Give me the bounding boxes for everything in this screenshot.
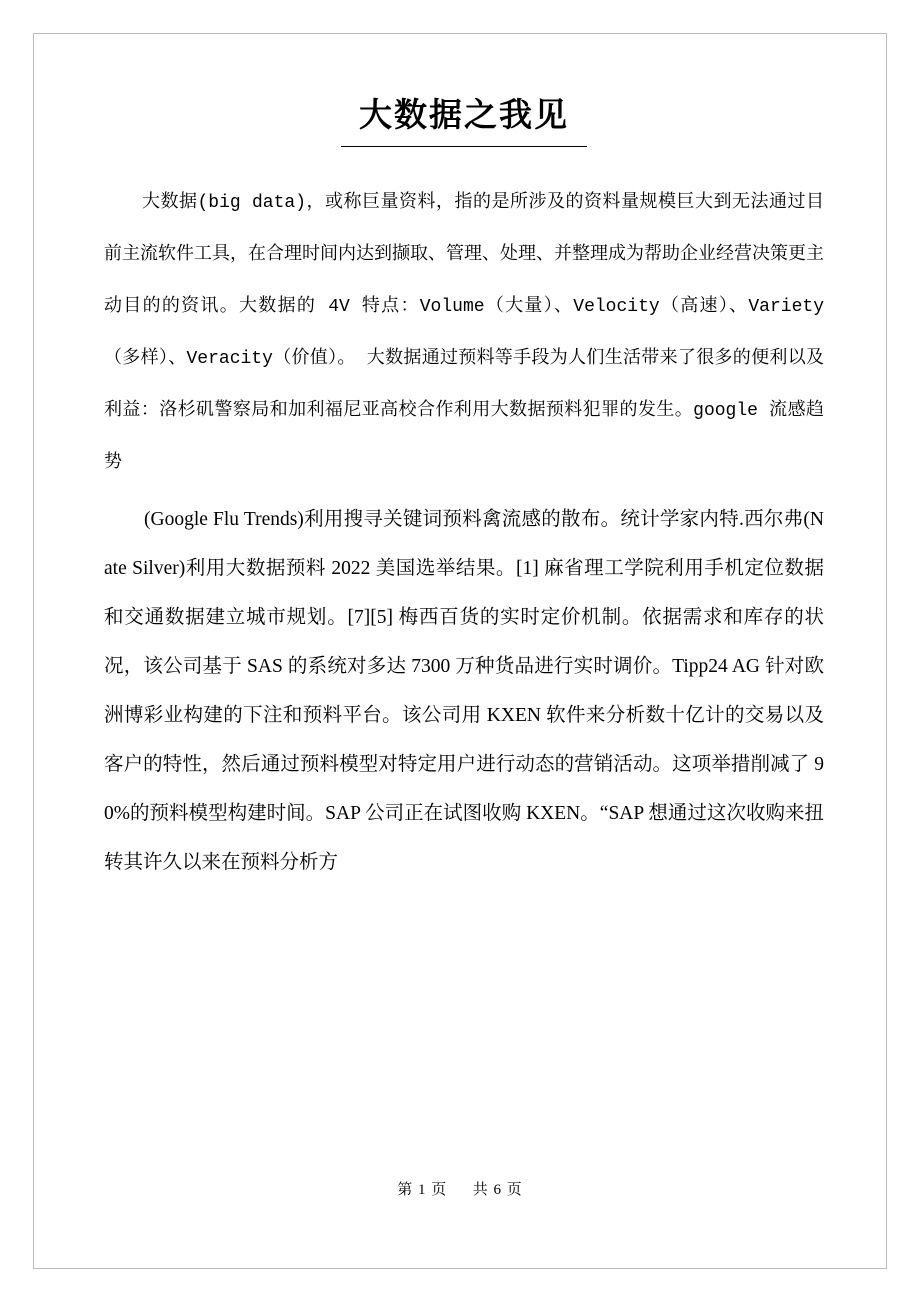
footer-page-number: 第 1 页 — [397, 1182, 448, 1198]
document-body — [104, 92, 824, 887]
page-footer — [0, 1178, 920, 1199]
paragraph-1: 大数据(big data)，或称巨量资料，指的是所涉及的资料量规模巨大到无法通过目前主流软件工具，在合理时间内达到撷取、管理、处理、并整理成为帮助企业经营决策更主动目的的资讯。大数据的 4V 特点：Volume（大量）、Velocity（高速）、Variety（多样）、Veracity（价值）。 大数据通过预料等手段为人们生活带来了很多的便利以及利益：洛杉矶警察局和加利福尼亚高校合作利用大数据预料犯罪的发生。google 流感趋势 — [104, 192, 824, 473]
footer-total-pages: 共 6 页 — [472, 1182, 523, 1198]
title-underline — [341, 146, 587, 147]
paragraph-2: (Google Flu Trends)利用搜寻关键词预料禽流感的散布。统计学家内特.西尔弗(Nate Silver)利用大数据预料 2022 美国选举结果。[1] 麻省理工学院利用手机定位数据和交通数据建立城市规划。[7][5] 梅西百货的实时定价机制。依据需求和库存的状况，该公司基于 SAS 的系统对多达 7300 万种货品进行实时调价。Tipp24 AG 针对欧洲博彩业构建的下注和预料平台。该公司用 KXEN 软件来分析数十亿计的交易以及客户的特性，然后通过预料模型对特定用户进行动态的营销活动。这项举措削减了 90%的预料模型构建时间。SAP 公司正在试图收购 KXEN。“SAP 想通过这次收购来扭转其许久以来在预料分析方 — [104, 508, 824, 873]
page-title: 大数据之我见 — [359, 98, 569, 134]
